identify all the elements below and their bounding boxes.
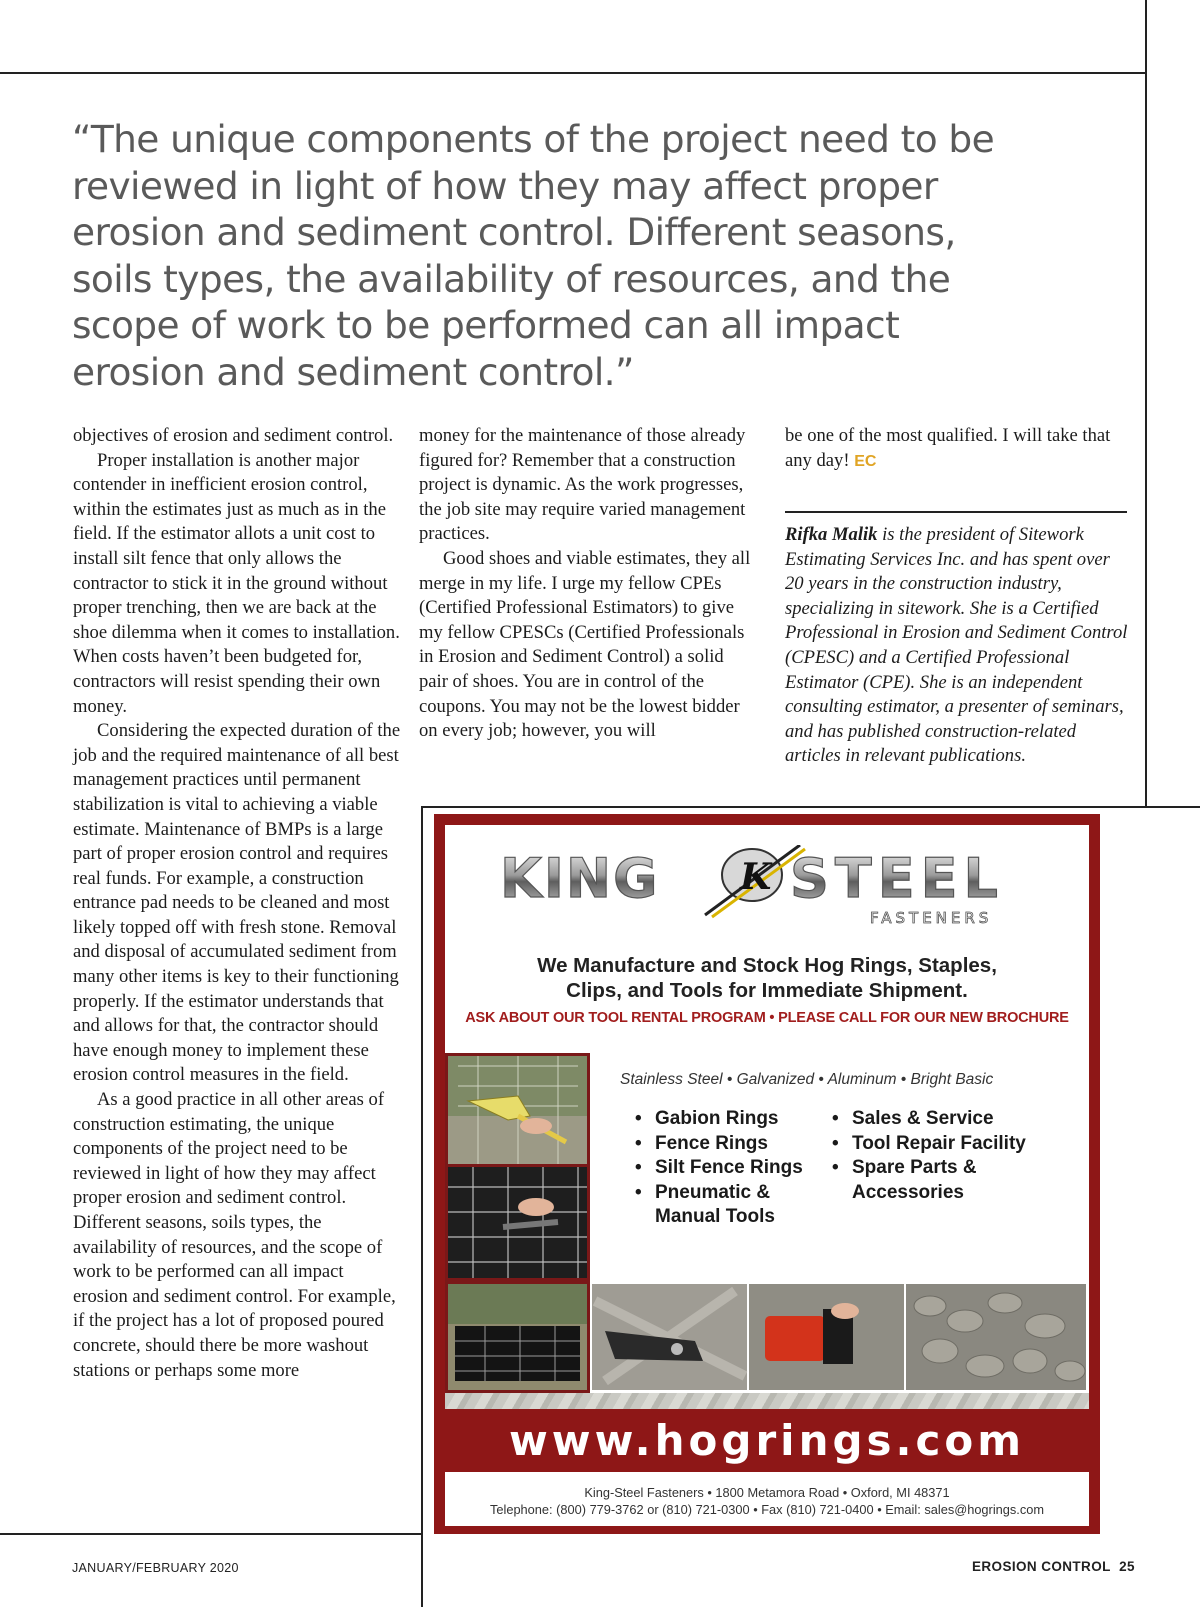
ad-contact-info [445,1472,1089,1526]
bio-text: is the president of Sitework Estimating Services Inc. and has spent over 20 years in the construction industry, specializing in sitework. She is a Certified Professional in Erosion and Sediment Control (CPESC) and a Certified Professional Estimator (CPE). She is an independent consulting estimator, a presenter of seminars, and has published construction-related articles in relevant publications. [785,524,1128,767]
closing-text: be one of the most qualified. I will take that any day! [785,425,1111,471]
tool-photo-column [445,1053,590,1281]
ad-panel [445,825,1089,1468]
product-photo-strip [445,1281,1089,1393]
headline-line-1: We Manufacture and Stock Hog Rings, Staples, [537,954,997,977]
silt-fence-photo [448,1167,587,1278]
right-edge-rule [1145,0,1147,808]
ad-top-rule [421,806,1200,808]
service-list [832,1107,1026,1205]
product-pneumatic: • Pneumatic & [635,1181,803,1206]
end-mark: EC [854,452,877,470]
product-silt-fence-rings: • Silt Fence Rings [635,1156,803,1181]
article-column-1 [73,424,401,1383]
page-number: 25 [1119,1559,1135,1574]
logo-steel-text: STEEL [790,847,1004,910]
king-steel-ad [434,814,1100,1534]
article-column-2 [419,424,754,744]
website-url[interactable]: www.hogrings.com [508,1416,1026,1465]
paragraph: money for the maintenance of those already figured for? Remember that a construction project is dynamic. As the work progresses, the job site may require varied management practices. [419,425,746,545]
author-bio [785,523,1130,769]
issue-date: JANUARY/FEBRUARY 2020 [72,1561,239,1575]
product-list [635,1107,803,1230]
contact-address: King-Steel Fasteners • 1800 Metamora Road • Oxford, MI 48371 [584,1485,950,1500]
logo-fasteners-text: FASTENERS [870,909,993,927]
paragraph: Proper installation is another major contender in inefficient erosion control, within the estimates just as much as in the field. If the estimator allots a unit cost to install silt fence that only allows the contractor to stick it in the ground without proper trenching, then we are back at the shoe dilemma when it comes to installation. When costs haven’t been budgeted for, contractors will resist spending their own money. [73,449,400,717]
bio-divider [785,511,1127,513]
headline-line-2: Clips, and Tools for Immediate Shipment. [566,979,968,1002]
author-name: Rifka Malik [785,524,878,545]
logo-k-letter: K [740,856,772,898]
ad-left-rule [421,806,423,1607]
product-fence-rings: • Fence Rings [635,1132,803,1157]
ad-headline [445,953,1089,1003]
paragraph [785,424,1130,474]
materials-list: Stainless Steel • Galvanized • Aluminum • Bright Basic [620,1071,994,1088]
magazine-name: EROSION CONTROL [972,1559,1111,1574]
service-spare-parts: • Spare Parts & [832,1156,1026,1181]
hog-ring-tool-photo [448,1056,587,1164]
paragraph: Considering the expected duration of the job and the required maintenance of all best management practices until permanent stabilization is vital to achieving a viable estimate. Maintenance of BMPs is a large part of proper erosion control and requires real funds. For example, a construction entrance pad needs to be cleaned and most likely topped off with fresh stone. Removal and disposal of accumulated sediment from many other items is key to their functioning properly. If the estimator understands that and allows for that, the contractor should have enough money to implement these erosion control measures in the field. [73,720,401,1086]
top-rule [0,72,1147,74]
paragraph: As a good practice in all other areas of construction estimating, the unique components of the project need to be reviewed in light of how they may affect proper erosion and sediment control. Different seasons, soils types, the availability of resources, and the scope of work to be performed can all impact erosion and sediment control. For example, if the project has a lot of proposed poured concrete, should there be more washout stations or perhaps some more [73,1089,396,1381]
king-steel-logo [500,845,1040,940]
pull-quote: “The unique components of the project need to be reviewed in light of how they may affect proper erosion and sediment control. Different seasons, soils types, the availability of resources, and the scope of work to be performed can all impact erosion and sediment control.” [72,117,995,394]
logo-king-text: KING [500,847,660,910]
paragraph: Good shoes and viable estimates, they all merge in my life. I urge my fellow CPEs (Certified Professional Estimators) to give my fellow CPESCs (Certified Professionals in Erosion and Sediment Control) a solid pair of shoes. You are in control of the coupons. You may not be the lowest bidder on every job; however, you will [419,547,751,742]
article-column-3 [785,424,1130,474]
contact-phone-email: Telephone: (800) 779-3762 or (810) 721-0300 • Fax (810) 721-0400 • Email: sales@hogrings.com [489,1502,1045,1517]
running-footer [972,1559,1135,1574]
product-gabion-rings: • Gabion Rings [635,1107,803,1132]
service-accessories: Accessories [852,1181,964,1203]
paragraph: objectives of erosion and sediment control. [73,425,394,446]
service-sales: • Sales & Service [832,1107,1026,1132]
rental-program: ASK ABOUT OUR TOOL RENTAL PROGRAM • PLEASE CALL FOR OUR NEW BROCHURE [465,1010,1069,1026]
footer-rule [0,1533,422,1535]
product-manual-tools: Manual Tools [655,1206,775,1227]
service-tool-repair: • Tool Repair Facility [832,1132,1026,1157]
